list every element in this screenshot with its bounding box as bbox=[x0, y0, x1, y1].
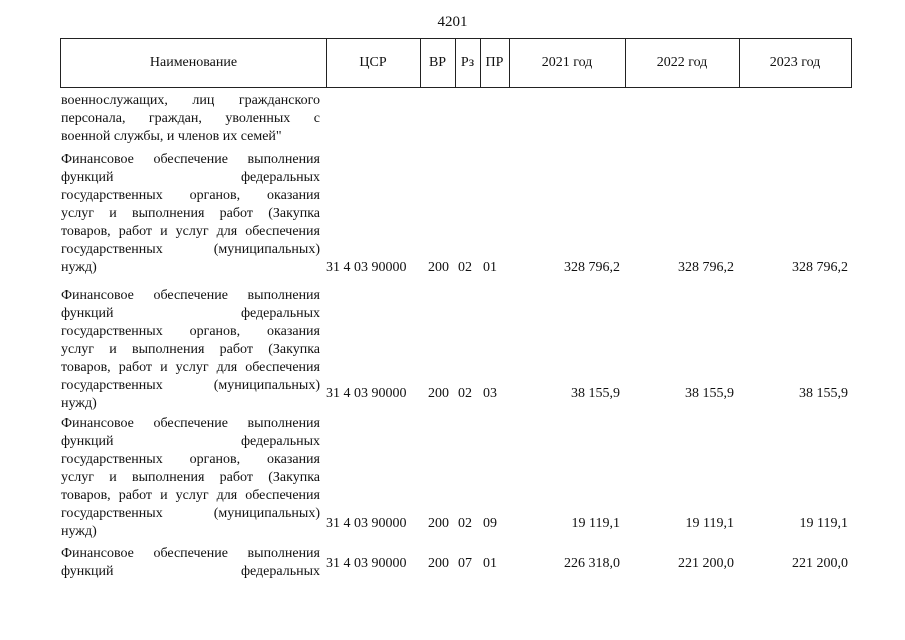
row-pr: 01 bbox=[483, 260, 497, 275]
continuation-text bbox=[61, 92, 320, 146]
row-name bbox=[61, 151, 320, 277]
text-line: государственных органов, оказания bbox=[61, 324, 320, 339]
text-line: товаров, работ и услуг для обеспечения bbox=[61, 488, 320, 503]
row-rz: 02 bbox=[458, 260, 472, 275]
row-pr: 01 bbox=[483, 556, 497, 571]
text-line: услуг и выполнения работ (Закупка bbox=[61, 206, 320, 221]
text-line: Финансовое обеспечение выполнения bbox=[61, 288, 320, 303]
row-2021: 38 155,9 bbox=[571, 386, 620, 401]
row-csr: 31 4 03 90000 bbox=[326, 516, 407, 531]
row-rz: 02 bbox=[458, 516, 472, 531]
row-2023: 19 119,1 bbox=[799, 516, 848, 531]
header-2023: 2023 год bbox=[769, 55, 821, 70]
row-csr: 31 4 03 90000 bbox=[326, 386, 407, 401]
text-line: военнослужащих, лиц гражданского bbox=[61, 93, 320, 108]
row-2022: 221 200,0 bbox=[678, 556, 734, 571]
row-name bbox=[61, 287, 320, 413]
row-csr: 31 4 03 90000 bbox=[326, 260, 407, 275]
text-line: товаров, работ и услуг для обеспечения bbox=[61, 224, 320, 239]
text-line: государственных (муниципальных) bbox=[61, 242, 320, 257]
text-line: военной службы, и членов их семей" bbox=[61, 129, 282, 144]
text-line: товаров, работ и услуг для обеспечения bbox=[61, 360, 320, 375]
row-vr: 200 bbox=[428, 556, 449, 571]
row-vr: 200 bbox=[428, 386, 449, 401]
row-2021: 328 796,2 bbox=[564, 260, 620, 275]
text-line: нужд) bbox=[61, 260, 97, 275]
row-2023: 38 155,9 bbox=[799, 386, 848, 401]
text-line: функций федеральных bbox=[61, 564, 320, 579]
header-name: Наименование bbox=[61, 39, 327, 87]
header-vr: ВР bbox=[420, 39, 456, 87]
header-csr: ЦСР bbox=[326, 39, 421, 87]
row-name bbox=[61, 415, 320, 541]
row-rz: 02 bbox=[458, 386, 472, 401]
row-2022: 38 155,9 bbox=[685, 386, 734, 401]
header-2022: 2022 год bbox=[625, 39, 740, 87]
text-line: услуг и выполнения работ (Закупка bbox=[61, 342, 320, 357]
row-csr: 31 4 03 90000 bbox=[326, 556, 407, 571]
text-line: государственных органов, оказания bbox=[61, 188, 320, 203]
row-pr: 09 bbox=[483, 516, 497, 531]
row-2022: 328 796,2 bbox=[678, 260, 734, 275]
row-vr: 200 bbox=[428, 260, 449, 275]
row-pr: 03 bbox=[483, 386, 497, 401]
text-line: государственных органов, оказания bbox=[61, 452, 320, 467]
text-line: функций федеральных bbox=[61, 434, 320, 449]
row-vr: 200 bbox=[428, 516, 449, 531]
row-2022: 19 119,1 bbox=[685, 516, 734, 531]
row-name bbox=[61, 545, 320, 581]
text-line: функций федеральных bbox=[61, 170, 320, 185]
text-line: Финансовое обеспечение выполнения bbox=[61, 416, 320, 431]
text-line: государственных (муниципальных) bbox=[61, 506, 320, 521]
text-line: государственных (муниципальных) bbox=[61, 378, 320, 393]
row-2023: 328 796,2 bbox=[792, 260, 848, 275]
row-rz: 07 bbox=[458, 556, 472, 571]
table-header bbox=[60, 38, 852, 88]
text-line: персонала, граждан, уволенных с bbox=[61, 111, 320, 126]
text-line: функций федеральных bbox=[61, 306, 320, 321]
text-line: услуг и выполнения работ (Закупка bbox=[61, 470, 320, 485]
header-2021: 2021 год bbox=[509, 39, 626, 87]
text-line: нужд) bbox=[61, 524, 97, 539]
text-line: нужд) bbox=[61, 396, 97, 411]
row-2023: 221 200,0 bbox=[792, 556, 848, 571]
row-2021: 226 318,0 bbox=[564, 556, 620, 571]
text-line: Финансовое обеспечение выполнения bbox=[61, 546, 320, 561]
header-pr: ПР bbox=[480, 39, 510, 87]
row-2021: 19 119,1 bbox=[571, 516, 620, 531]
text-line: Финансовое обеспечение выполнения bbox=[61, 152, 320, 167]
header-rz: Рз bbox=[455, 39, 481, 87]
page-number: 4201 bbox=[437, 14, 468, 30]
